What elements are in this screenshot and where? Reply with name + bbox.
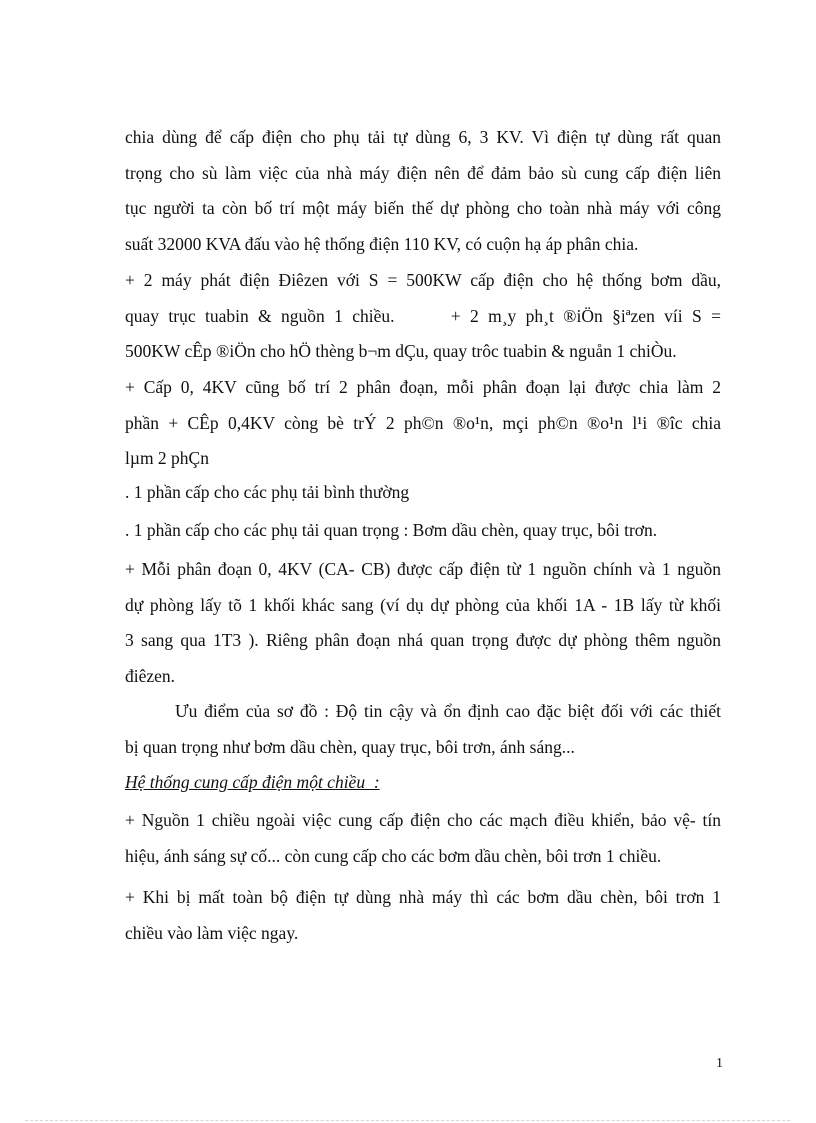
paragraph-backup-sources	[125, 552, 721, 694]
text-line: 500KW cÊp ®iÖn cho hÖ thèng b¬m dÇu, quay trôc tuabin & nguån 1 chiÒu.	[125, 341, 677, 361]
paragraph-advantages	[125, 694, 721, 765]
text-line: . 1 phần cấp cho các phụ tải quan trọng : Bơm dầu chèn, quay trục, bôi trơn.	[125, 520, 658, 540]
text-line: tục người ta còn bố trí một máy biến thế dự phòng cho toàn nhà máy với công	[125, 198, 721, 218]
paragraph-04kv-sections	[125, 370, 721, 477]
text-line: lµm 2 phÇn	[125, 448, 209, 468]
text-line: + Khi bị mất toàn bộ điện tự dùng nhà máy thì các bơm dầu chèn, bôi trơn 1	[125, 887, 721, 907]
text-line: chia dùng để cấp điện cho phụ tải tự dùng 6, 3 KV. Vì điện tự dùng rất quan	[125, 127, 721, 147]
paragraph-dc-source	[125, 803, 721, 874]
text-line: + Cấp 0, 4KV cũng bố trí 2 phân đoạn, mỗi phân đoạn lại được chia làm 2	[125, 377, 721, 397]
text-line: 3 sang qua 1T3 ). Riêng phân đoạn nhá quan trọng được dự phòng thêm nguồn	[125, 630, 721, 650]
paragraph-diesel-generators	[125, 263, 721, 370]
section-heading-text: Hệ thống cung cấp điện một chiều :	[125, 772, 380, 792]
page-number: 1	[716, 1056, 723, 1071]
text-line: suất 32000 KVA đấu vào hệ thống điện 110 KV, có cuộn hạ áp phân chia.	[125, 233, 639, 254]
paragraph-loss-of-auxiliary-power	[125, 880, 721, 951]
paragraph-power-supply-intro	[125, 120, 721, 262]
text-line: + Nguồn 1 chiều ngoài việc cung cấp điện cho các mạch điều khiển, bảo vệ- tín	[125, 810, 721, 830]
text-line: phần + CÊp 0,4KV còng bè trÝ 2 ph©n ®o¹n, mçi ph©n ®o¹n l¹i ®îc chia	[125, 412, 721, 433]
paragraph-normal-loads	[125, 475, 721, 511]
text-line: Ưu điểm của sơ đồ : Độ tin cậy và ổn định cao đặc biệt đối với các thiết	[175, 701, 721, 721]
text-line: quay trục tuabin & nguồn 1 chiều. + 2 m¸y ph¸t ®iÖn §iªzen víi S =	[125, 305, 721, 326]
text-line: hiệu, ánh sáng sự cố... còn cung cấp cho các bơm dầu chèn, bôi trơn 1 chiều.	[125, 845, 662, 866]
paragraph-critical-loads	[125, 513, 721, 549]
text-line: bị quan trọng như bơm dầu chèn, quay trục, bôi trơn, ánh sáng...	[125, 736, 575, 757]
text-line: + 2 máy phát điện Điêzen với S = 500KW cấp điện cho hệ thống bơm dầu,	[125, 270, 721, 290]
text-line: + Mỗi phân đoạn 0, 4KV (CA- CB) được cấp điện từ 1 nguồn chính và 1 nguồn	[125, 559, 721, 579]
text-line: điêzen.	[125, 665, 176, 686]
text-line: dự phòng lấy tõ 1 khối khác sang (ví dụ dự phòng của khối 1A - 1B lấy từ khối	[125, 594, 721, 615]
text-line: trọng cho sù làm việc của nhà máy điện nên để đảm bảo sù cung cấp điện liên	[125, 162, 721, 183]
section-heading-dc-supply	[125, 765, 721, 801]
text-line: chiều vào làm việc ngay.	[125, 922, 299, 943]
page-bottom-divider	[25, 1120, 790, 1121]
text-line: . 1 phần cấp cho các phụ tải bình thường	[125, 482, 410, 502]
